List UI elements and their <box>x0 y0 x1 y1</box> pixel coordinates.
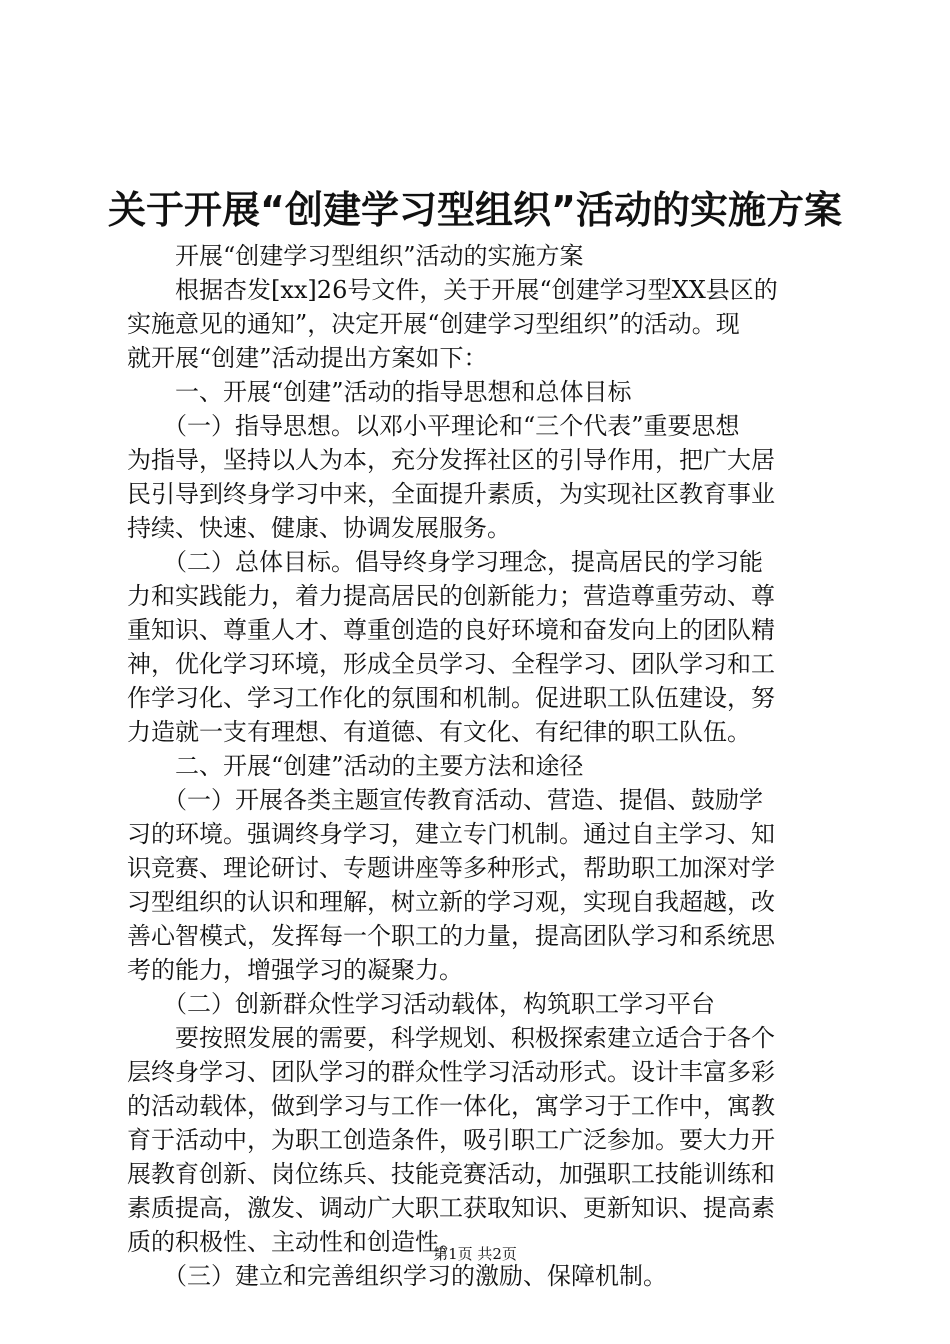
body-line: 神，优化学习环境，形成全员学习、全程学习、团队学习和工 <box>127 650 775 678</box>
document-title: 关于开展“创建学习型组织”活动的实施方案 <box>108 188 842 232</box>
body-line: 识竞赛、理论研讨、专题讲座等多种形式，帮助职工加深对学 <box>127 854 775 882</box>
body-line: 善心智模式，发挥每一个职工的力量，提高团队学习和系统思 <box>127 922 775 950</box>
body-line: 的活动载体，做到学习与工作一体化，寓学习于工作中，寓教 <box>127 1092 775 1120</box>
document-body <box>127 239 827 1293</box>
body-line: 持续、快速、健康、协调发展服务。 <box>127 514 511 542</box>
subsection-heading: （二）创新群众性学习活动载体，构筑职工学习平台 <box>127 990 715 1018</box>
body-line: 质的积极性、主动性和创造性。 <box>127 1228 463 1256</box>
body-line: 开展“创建学习型组织”活动的实施方案 <box>127 242 584 270</box>
body-line: 育于活动中，为职工创造条件，吸引职工广泛参加。要大力开 <box>127 1126 775 1154</box>
body-line: （一）开展各类主题宣传教育活动、营造、提倡、鼓励学 <box>127 786 763 814</box>
body-line: 力和实践能力，着力提高居民的创新能力；营造尊重劳动、尊 <box>127 582 775 610</box>
body-line: 根据杏发[xx]26号文件，关于开展“创建学习型XX县区的 <box>127 276 778 304</box>
section-heading: 一、开展“创建”活动的指导思想和总体目标 <box>127 378 632 406</box>
body-line: 考的能力，增强学习的凝聚力。 <box>127 956 463 984</box>
body-line: （二）总体目标。倡导终身学习理念，提高居民的学习能 <box>127 548 763 576</box>
body-line: 重知识、尊重人才、尊重创造的良好环境和奋发向上的团队精 <box>127 616 775 644</box>
body-line: 就开展“创建”活动提出方案如下： <box>127 344 488 372</box>
body-line: 实施意见的通知”，决定开展“创建学习型组织”的活动。现 <box>127 310 740 338</box>
subsection-heading: （三）建立和完善组织学习的激励、保障机制。 <box>127 1262 667 1290</box>
body-line: 要按照发展的需要，科学规划、积极探索建立适合于各个 <box>127 1024 775 1052</box>
body-line: 层终身学习、团队学习的群众性学习活动形式。设计丰富多彩 <box>127 1058 775 1086</box>
body-line: 素质提高，激发、调动广大职工获取知识、更新知识、提高素 <box>127 1194 775 1222</box>
body-line: 民引导到终身学习中来，全面提升素质，为实现社区教育事业 <box>127 480 775 508</box>
body-line: （一）指导思想。以邓小平理论和“三个代表”重要思想 <box>127 412 740 440</box>
body-line: 为指导，坚持以人为本，充分发挥社区的引导作用，把广大居 <box>127 446 775 474</box>
body-line: 习型组织的认识和理解，树立新的学习观，实现自我超越，改 <box>127 888 775 916</box>
body-line: 力造就一支有理想、有道德、有文化、有纪律的职工队伍。 <box>127 718 751 746</box>
section-heading: 二、开展“创建”活动的主要方法和途径 <box>127 752 584 780</box>
page-number-footer: 第1页 共2页 <box>433 1245 517 1263</box>
body-line: 作学习化、学习工作化的氛围和机制。促进职工队伍建设，努 <box>127 684 775 712</box>
body-line: 展教育创新、岗位练兵、技能竞赛活动，加强职工技能训练和 <box>127 1160 775 1188</box>
body-line: 习的环境。强调终身学习，建立专门机制。通过自主学习、知 <box>127 820 775 848</box>
